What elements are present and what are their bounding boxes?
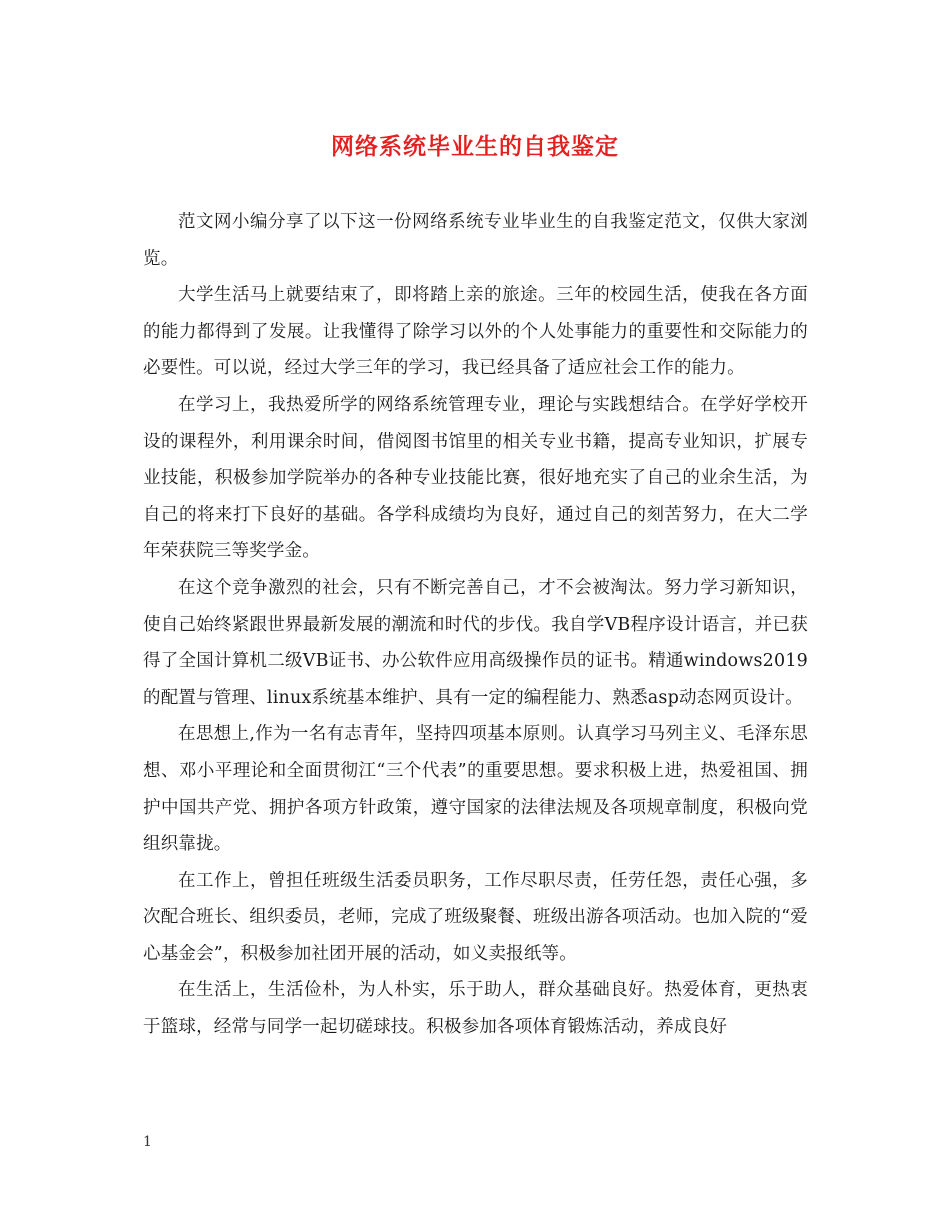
paragraph-ideology: 在思想上,作为一名有志青年，坚持四项基本原则。认真学习马列主义、毛泽东思想、邓小平理论和全面贯彻江“三个代表”的重要思想。要求积极上进，热爱祖国、拥护中国共产党、拥护各项方针政策，遵守国家的法律法规及各项规章制度，积极向党组织靠拢。 [143,724,808,855]
paragraph-life: 在生活上，生活俭朴，为人朴实，乐于助人，群众基础良好。热爱体育，更热衷于篮球，经常与同学一起切磋球技。积极参加各项体育锻炼活动，养成良好 [143,980,808,1038]
document-body [143,204,808,1046]
paragraph-self-learning: 在这个竞争激烈的社会，只有不断完善自己，才不会被淘汰。努力学习新知识，使自己始终紧跟世界最新发展的潮流和时代的步伐。我自学VB程序设计语言，并已获得了全国计算机二级VB证书、办公软件应用高级操作员的证书。精通windows2019的配置与管理、linux系统基本维护、具有一定的编程能力、熟悉asp动态网页设计。 [143,577,808,708]
paragraph-university-life: 大学生活马上就要结束了，即将踏上亲的旅途。三年的校园生活，使我在各方面的能力都得到了发展。让我懂得了除学习以外的个人处事能力的重要性和交际能力的必要性。可以说，经过大学三年的学习，我已经具备了适应社会工作的能力。 [143,285,808,379]
paragraph-work: 在工作上，曾担任班级生活委员职务，工作尽职尽责，任劳任怨，责任心强，多次配合班长、组织委员，老师，完成了班级聚餐、班级出游各项活动。也加入院的“爱心基金会”，积极参加社团开展的活动，如义卖报纸等。 [143,870,808,964]
paragraph-study: 在学习上，我热爱所学的网络系统管理专业，理论与实践想结合。在学好学校开设的课程外，利用课余时间，借阅图书馆里的相关专业书籍，提高专业知识，扩展专业技能，积极参加学院举办的各种专业技能比赛，很好地充实了自己的业余生活，为自己的将来打下良好的基础。各学科成绩均为良好，通过自己的刻苦努力，在大二学年荣获院三等奖学金。 [143,394,808,562]
paragraph-intro: 范文网小编分享了以下这一份网络系统专业毕业生的自我鉴定范文，仅供大家浏览。 [143,212,808,269]
page-number: 1 [143,1134,152,1150]
document-title: 网络系统毕业生的自我鉴定 [331,133,619,160]
